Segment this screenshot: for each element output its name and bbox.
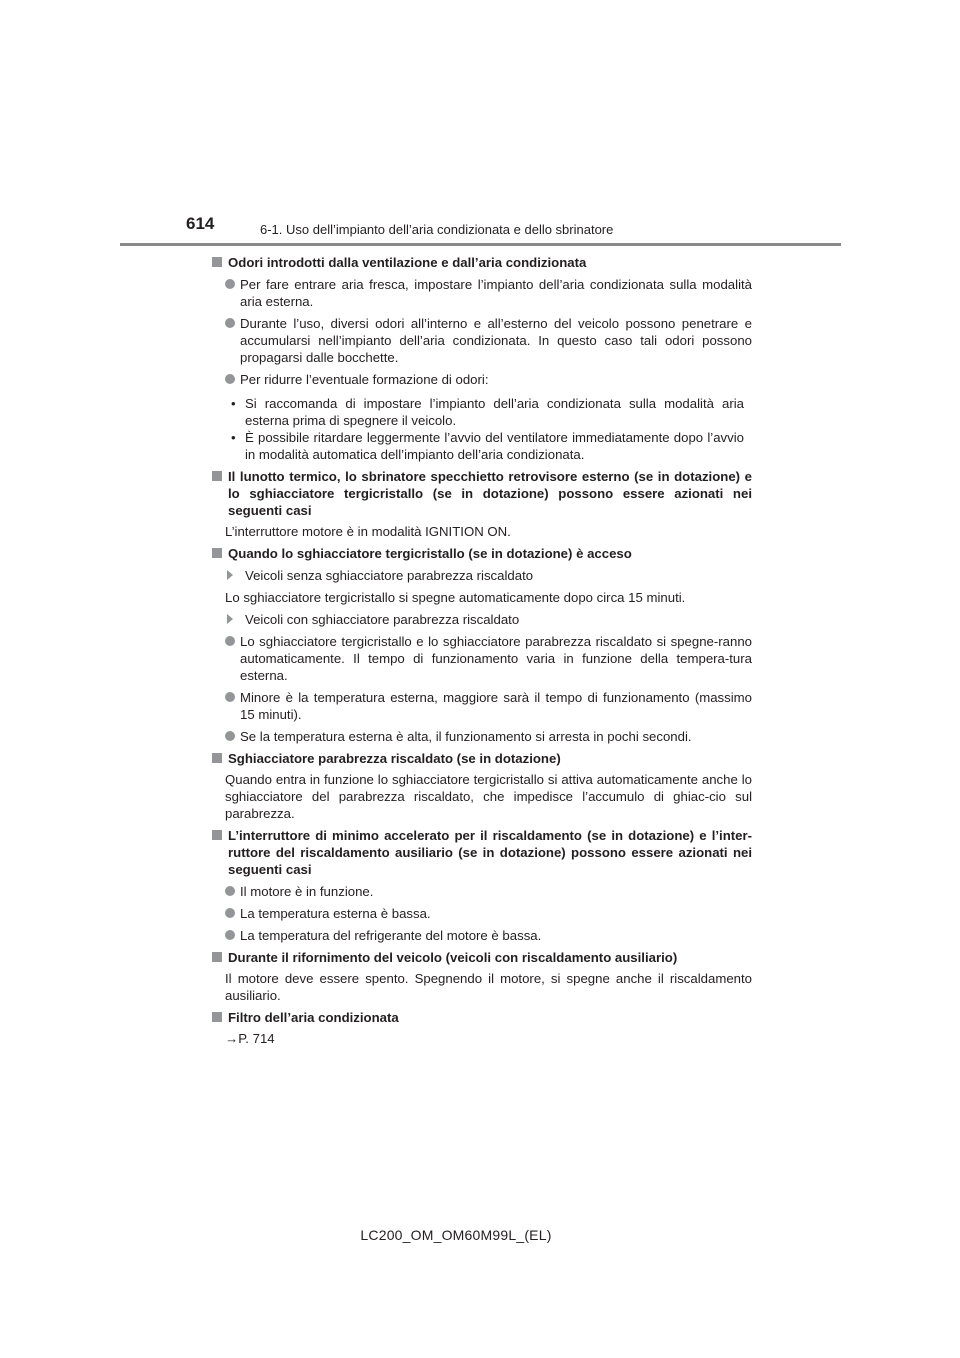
list-item-text: Durante l’uso, diversi odori all’interno e all’esterno del veicolo possono penetrare e accumularsi nell’impianto dell’aria condizionata. In questo caso tali odori possono propagarsi dalle bocchette. (240, 316, 752, 365)
square-bullet-icon (212, 471, 222, 481)
sub-list-item-text: Si raccomanda di impostare l’impianto dell’aria condizionata sulla modalità aria esterna prima di spegnere il veicolo. (245, 396, 744, 428)
list-item (212, 633, 752, 684)
square-bullet-icon (212, 753, 222, 763)
list-item-text: Lo sghiacciatore tergicristallo e lo sghiacciatore parabrezza riscaldato si spegne-ranno automaticamente. Il tempo di funzionamento varia in funzione della tempera-tura esterna. (240, 634, 752, 683)
list-item (212, 276, 752, 310)
footer (0, 1226, 960, 1244)
section-heading-text: L’interruttore di minimo accelerato per il riscaldamento (se in dotazione) e l’inter-ruttore del riscaldamento ausiliario (se in dotazione) possono essere azionati nei seguenti casi (228, 828, 752, 877)
list-item-text: La temperatura del refrigerante del motore è bassa. (240, 928, 542, 943)
section-heading (212, 254, 752, 271)
variant-heading (212, 567, 752, 584)
list-item (212, 927, 752, 944)
page-content (212, 254, 752, 1047)
sub-list-item-text: È possibile ritardare leggermente l’avvio del ventilatore immediatamente dopo l’avvio in modalità automatica dell’impianto dell’aria condizionata. (245, 430, 744, 462)
sub-bullet: • (231, 396, 236, 411)
circle-bullet-icon (225, 930, 235, 940)
list-item (212, 689, 752, 723)
reference-page-text: P. 714 (238, 1031, 275, 1046)
list-item-text: Minore è la temperatura esterna, maggiore sarà il tempo di funzionamento (massimo 15 minuti). (240, 690, 752, 722)
variant-heading (212, 611, 752, 628)
list-item-text: Se la temperatura esterna è alta, il funzionamento si arresta in pochi secondi. (240, 729, 692, 744)
square-bullet-icon (212, 830, 222, 840)
list-item-text: Per ridurre l’eventuale formazione di odori: (240, 372, 489, 387)
section-heading-text: Sghiacciatore parabrezza riscaldato (se in dotazione) (228, 751, 561, 766)
circle-bullet-icon (225, 279, 235, 289)
circle-bullet-icon (225, 374, 235, 384)
section-paragraph: L’interruttore motore è in modalità IGNITION ON. (225, 524, 511, 539)
section-heading (212, 827, 752, 878)
list-item (212, 315, 752, 366)
sub-list-item (212, 395, 752, 429)
circle-bullet-icon (225, 318, 235, 328)
section-paragraph: Quando entra in funzione lo sghiacciatore tergicristallo si attiva automaticamente anche lo sghiacciatore del parabrezza riscaldato, che impedisce l’accumulo di ghiac-cio sul parabrezza. (225, 772, 752, 821)
section-heading (212, 1009, 752, 1026)
sub-bullet: • (231, 430, 236, 445)
list-item-text: Il motore è in funzione. (240, 884, 374, 899)
section-paragraph: Il motore deve essere spento. Spegnendo il motore, si spegne anche il riscaldamento ausiliario. (225, 971, 752, 1003)
triangle-arrow-icon (227, 614, 239, 624)
document-code: LC200_OM_OM60M99L_(EL) (360, 1227, 552, 1243)
page-reference[interactable] (212, 1030, 752, 1047)
triangle-arrow-icon (227, 570, 239, 580)
section-heading (212, 468, 752, 519)
section-heading (212, 545, 752, 562)
section-paragraph: Lo sghiacciatore tergicristallo si spegne automaticamente dopo circa 15 minuti. (225, 590, 686, 605)
page-number: 614 (186, 214, 215, 233)
variant-heading-text: Veicoli con sghiacciatore parabrezza riscaldato (245, 612, 520, 627)
sub-list-item (212, 429, 752, 463)
square-bullet-icon (212, 952, 222, 962)
circle-bullet-icon (225, 886, 235, 896)
list-item-text: Per fare entrare aria fresca, impostare l’impianto dell’aria condizionata sulla modalità aria esterna. (240, 277, 752, 309)
section-heading (212, 750, 752, 767)
list-item (212, 371, 752, 388)
section-heading-text: Filtro dell’aria condizionata (228, 1010, 399, 1025)
circle-bullet-icon (225, 636, 235, 646)
list-item (212, 905, 752, 922)
circle-bullet-icon (225, 731, 235, 741)
square-bullet-icon (212, 548, 222, 558)
section-heading-text: Quando lo sghiacciatore tergicristallo (se in dotazione) è acceso (228, 546, 632, 561)
variant-heading-text: Veicoli senza sghiacciatore parabrezza riscaldato (245, 568, 534, 583)
section-heading-text: Odori introdotti dalla ventilazione e dall’aria condizionata (228, 255, 587, 270)
section-header-title: 6-1. Uso dell’impianto dell’aria condizionata e dello sbrinatore (260, 222, 614, 237)
list-item (212, 883, 752, 900)
square-bullet-icon (212, 257, 222, 267)
reference-arrow-icon: → (225, 1031, 239, 1046)
circle-bullet-icon (225, 692, 235, 702)
section-heading (212, 949, 752, 966)
list-item-text: La temperatura esterna è bassa. (240, 906, 431, 921)
square-bullet-icon (212, 1012, 222, 1022)
section-heading-text: Il lunotto termico, lo sbrinatore specchietto retrovisore esterno (se in dotazione) e lo sghiacciatore tergicristallo (se in dotazione) possono essere azionati nei seguenti casi (228, 469, 752, 518)
circle-bullet-icon (225, 908, 235, 918)
header-divider (120, 243, 841, 246)
list-item (212, 728, 752, 745)
section-heading-text: Durante il rifornimento del veicolo (veicoli con riscaldamento ausiliario) (228, 950, 678, 965)
